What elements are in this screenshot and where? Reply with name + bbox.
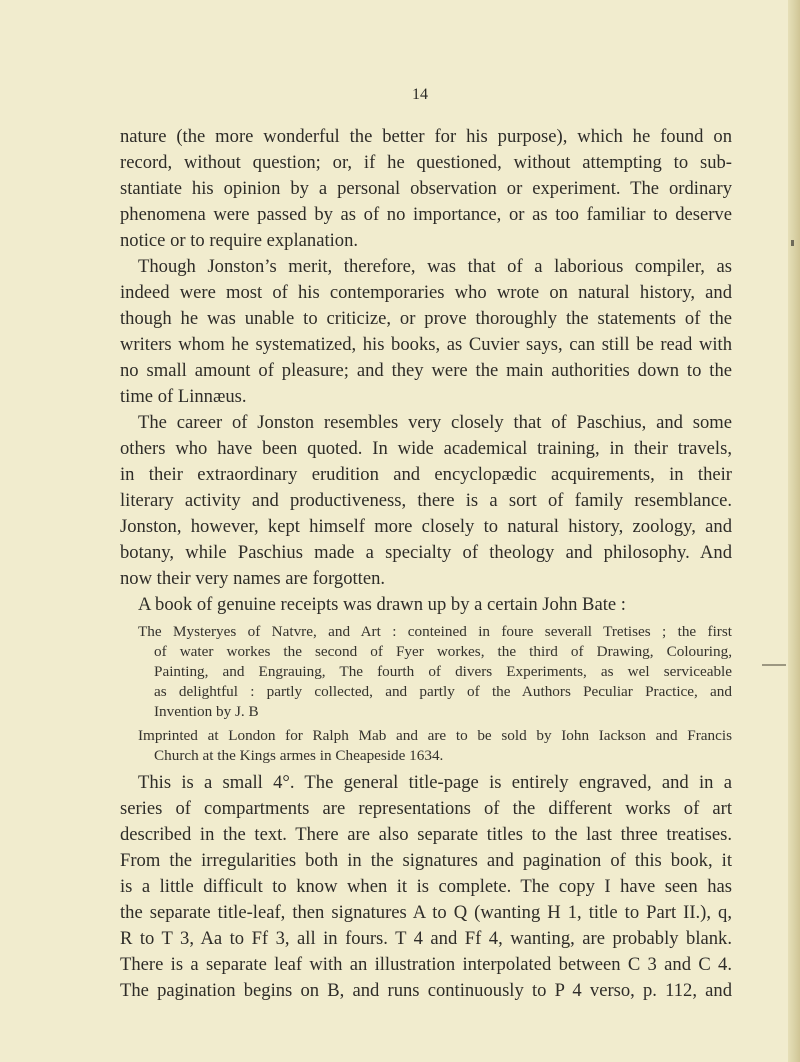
- text-line: nature (the more wonderful the better for his purpose), which he found on: [120, 126, 732, 147]
- text-line: R to T 3, Aa to Ff 3, all in fours. T 4 and Ff 4, wanting, are probably blank.: [120, 928, 732, 949]
- book-title-quote: [120, 622, 732, 766]
- text-line: series of compartments are representations of the different works of art: [120, 798, 732, 819]
- paragraph-1: [120, 124, 732, 254]
- margin-dash: [762, 664, 786, 666]
- text-line: A book of genuine receipts was drawn up by a certain John Bate :: [138, 594, 626, 615]
- quote-line: Imprinted at London for Ralph Mab and are to be sold by Iohn Iackson and Francis: [138, 727, 732, 744]
- paragraph-4: [120, 592, 732, 618]
- text-line: now their very names are forgotten.: [120, 568, 386, 589]
- quote-line: Invention by J. B: [154, 703, 259, 720]
- paragraph-3: [120, 410, 732, 592]
- text-line: botany, while Paschius made a specialty of theology and philosophy. And: [120, 542, 732, 563]
- body-text: [120, 124, 732, 1004]
- text-line: The pagination begins on B, and runs continuously to P 4 verso, p. 112, and: [120, 980, 732, 1001]
- page-number: 14: [412, 86, 428, 103]
- margin-speck: [791, 240, 794, 246]
- text-line: indeed were most of his contemporaries who wrote on natural history, and: [120, 282, 732, 303]
- quoted-title: [120, 622, 732, 722]
- text-line: described in the text. There are also separate titles to the last three treatises.: [120, 824, 732, 845]
- paragraph-2: [120, 254, 732, 410]
- quote-line: as delightful : partly collected, and partly of the Authors Peculiar Practice, and: [154, 683, 732, 700]
- text-line: no small amount of pleasure; and they were the main authorities down to the: [120, 360, 732, 381]
- text-line: phenomena were passed by as of no importance, or as too familiar to deserve: [120, 204, 732, 225]
- text-line: though he was unable to criticize, or prove thoroughly the statements of the: [120, 308, 732, 329]
- quote-line: of water workes the second of Fyer workes, the third of Drawing, Colouring,: [154, 643, 732, 660]
- text-line: others who have been quoted. In wide academical training, in their travels,: [120, 438, 732, 459]
- quoted-imprint: [120, 726, 732, 766]
- text-line: writers whom he systematized, his books, as Cuvier says, can still be read with: [120, 334, 732, 355]
- page-edge: [788, 0, 800, 1062]
- text-line: in their extraordinary erudition and encyclopædic acquirements, in their: [120, 464, 732, 485]
- text-line: Jonston, however, kept himself more closely to natural history, zoology, and: [120, 516, 732, 537]
- quote-line: Painting, and Engrauing, The fourth of divers Experiments, as wel serviceable: [154, 663, 732, 680]
- text-line: literary activity and productiveness, there is a sort of family resemblance.: [120, 490, 732, 511]
- text-line: The career of Jonston resembles very closely that of Paschius, and some: [138, 412, 732, 433]
- text-line: the separate title-leaf, then signatures A to Q (wanting H 1, title to Part II.), q,: [120, 902, 732, 923]
- text-line: record, without question; or, if he questioned, without attempting to sub-: [120, 152, 732, 173]
- text-line: time of Linnæus.: [120, 386, 247, 407]
- text-line: stantiate his opinion by a personal observation or experiment. The ordinary: [120, 178, 732, 199]
- quote-line: Church at the Kings armes in Cheapeside 1634.: [154, 747, 444, 764]
- text-line: notice or to require explanation.: [120, 230, 359, 251]
- text-line: is a little difficult to know when it is complete. The copy I have seen has: [120, 876, 732, 897]
- text-line: This is a small 4°. The general title-page is entirely engraved, and in a: [138, 772, 732, 793]
- text-line: From the irregularities both in the signatures and pagination of this book, it: [120, 850, 732, 871]
- text-line: Though Jonston’s merit, therefore, was that of a laborious compiler, as: [138, 256, 732, 277]
- quote-line: The Mysteryes of Natvre, and Art : conteined in foure severall Tretises ; the first: [138, 623, 732, 640]
- paragraph-5: [120, 770, 732, 1004]
- text-line: There is a separate leaf with an illustration interpolated between C 3 and C 4.: [120, 954, 732, 975]
